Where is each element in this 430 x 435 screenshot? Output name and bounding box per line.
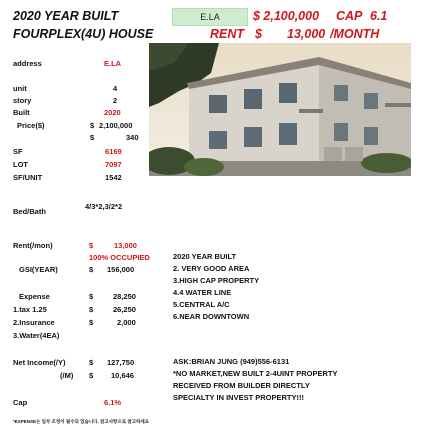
bedbath-label: Bed/Bath [13,207,46,216]
expense-value: 28,250 [113,292,136,301]
area-badge-label: E.LA [200,12,220,22]
bedbath-value: 4/3*2,3/2*2 [85,202,123,211]
expense-dollar: $ [89,292,94,301]
feature-item: 2. VERY GOOD AREA [173,264,250,273]
feature-item: 6.NEAR DOWNTOWN [173,312,250,321]
header-cap-label: CAP [336,9,363,23]
gsi-label: GSI(YEAR) [19,265,58,274]
header-cap-value: 6.1 [370,9,388,23]
title-line-2: FOURPLEX(4U) HOUSE [13,27,154,41]
price-per-sf-dollar: $ [90,133,95,142]
feature-item: 2020 YEAR BUILT [173,252,237,261]
insurance-label: 2.Insurance [13,318,55,327]
tax-dollar: $ [89,305,94,314]
net-month-label: (/M) [60,371,74,380]
address-value: E.LA [104,59,122,68]
tax-label: 1.tax 1.25 [13,305,47,314]
tax-value: 26,250 [113,305,136,314]
sfunit-value: 1542 [105,173,122,182]
net-income-dollar: $ [89,358,94,367]
net-income-value: 127,750 [107,358,135,367]
rent-value: 13,000 [114,241,137,250]
rent-label: Rent(/mon) [13,241,53,250]
insurance-dollar: $ [89,318,94,327]
footnote: *EXPENSE는 일부 조정이 필수되 있습니다. 참고사항으로 참고하세요 [13,419,150,424]
title-line-1: 2020 YEAR BUILT [13,9,119,23]
story-value: 2 [113,96,118,105]
property-photo [149,43,411,176]
built-label: Built [13,108,30,117]
price-label: Price($) [17,121,45,130]
cap-value: 6.1% [104,398,122,407]
address-label: address [13,59,42,68]
header-rent-label: RENT [210,27,245,41]
header-price: $ 2,100,000 [253,9,320,23]
header-rent-dollar: $ [255,27,262,41]
net-month-dollar: $ [89,371,94,380]
cap-label: Cap [13,398,28,407]
sf-label: SF [13,147,23,156]
occupied-label: 100% OCCUPIED [89,253,150,262]
price-per-sf-value: 340 [126,133,139,142]
water-label: 3.Water(4EA) [13,331,60,340]
sf-value: 6169 [105,147,122,156]
feature-item: 5.CENTRAL A/C [173,300,230,309]
contact-line: SPECIALTY IN INVEST PROPERTY!!! [173,393,304,402]
header-rent-period: /MONTH [330,27,380,41]
features-list [173,251,259,323]
feature-item: 4.4 WATER LINE [173,288,232,297]
gsi-value: 156,000 [107,265,135,274]
net-income-label: Net Income(/Y) [13,358,66,367]
price-value: 2,100,000 [99,121,133,130]
price-dollar: $ [90,121,95,130]
story-label: story [13,96,32,105]
net-month-value: 10,646 [111,371,134,380]
lot-value: 7097 [105,160,122,169]
contact-block [173,356,337,404]
contact-line: *NO MARKET,NEW BUILT 2-4UINT PROPERTY [173,369,338,378]
contact-line: ASK:BRIAN JUNG (949)556-6131 [173,357,290,366]
contact-line: RECEIVED FROM BUILDER DIRECTLY [173,381,310,390]
sfunit-label: SF/UNIT [13,173,43,182]
feature-item: 3.HIGH CAP PROPERTY [173,276,260,285]
lot-label: LOT [13,160,28,169]
insurance-value: 2,000 [117,318,136,327]
gsi-dollar: $ [89,265,94,274]
unit-label: unit [13,84,27,93]
unit-value: 4 [113,84,118,93]
built-value: 2020 [104,108,121,117]
rent-dollar: $ [89,241,94,250]
expense-label: Expense [19,292,50,301]
header-rent-value: 13,000 [287,27,326,41]
area-badge [172,8,248,26]
